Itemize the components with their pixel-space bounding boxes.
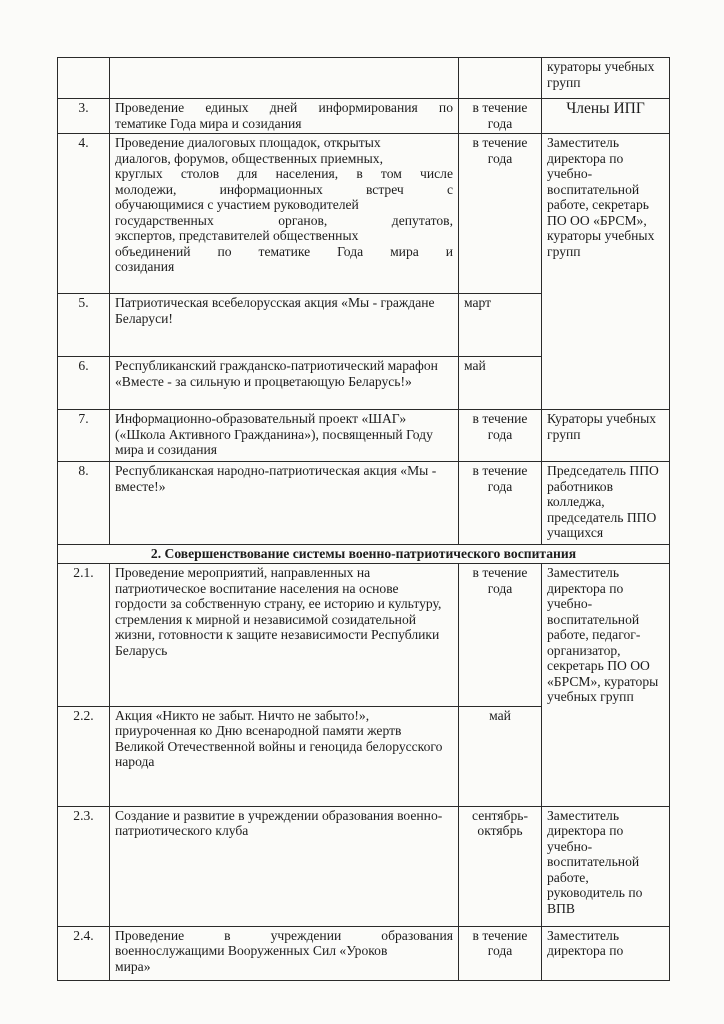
row-description bbox=[110, 58, 459, 99]
row-responsible: Кураторы учебных групп bbox=[542, 410, 670, 462]
table-row bbox=[58, 99, 670, 134]
row-responsible bbox=[542, 357, 670, 410]
table-row bbox=[58, 410, 670, 462]
row-number: 2.3. bbox=[58, 806, 110, 926]
row-term: май bbox=[459, 357, 542, 410]
row-number bbox=[58, 58, 110, 99]
row-responsible bbox=[542, 706, 670, 806]
description-line: молодежи, информационных встреч с bbox=[115, 181, 453, 197]
row-responsible: Заместитель директора по bbox=[542, 926, 670, 980]
row-description: Создание и развитие в учреждении образования военно-патриотического клуба bbox=[110, 806, 459, 926]
row-number: 3. bbox=[58, 99, 110, 134]
row-responsible: Заместитель директора по учебно-воспитательной работе, секретарь ПО ОО «БРСМ», кураторы учебных групп bbox=[542, 134, 670, 294]
description-line: диалогов, форумов, общественных приемных, bbox=[115, 150, 383, 166]
description-line: экспертов, представителей общественных bbox=[115, 228, 359, 243]
row-term: в течение года bbox=[459, 462, 542, 545]
description-line: Проведение единых дней информирования по bbox=[115, 100, 453, 115]
description-line: круглых столов для населения, в том числе bbox=[115, 166, 453, 181]
description-line: объединений по тематике Года мира и bbox=[115, 243, 453, 259]
table-row bbox=[58, 134, 670, 294]
row-number: 2.2. bbox=[58, 706, 110, 806]
table-row bbox=[58, 357, 670, 410]
section-header-row bbox=[58, 545, 670, 564]
row-responsible: Заместитель директора по учебно-воспитательной работе, руководитель по ВПВ bbox=[542, 806, 670, 926]
row-description: Республиканская народно-патриотическая акция «Мы - вместе!» bbox=[110, 462, 459, 545]
row-responsible bbox=[542, 294, 670, 357]
row-description: Акция «Никто не забыт. Ничто не забыто!», приуроченная ко Дню всенародной памяти жертв Великой Отечественной войны и геноцида белорусского народа bbox=[110, 706, 459, 806]
row-responsible: Члены ИПГ bbox=[542, 99, 670, 134]
row-description: Республиканский гражданско-патриотический марафон «Вместе - за сильную и процветающую Беларусь!» bbox=[110, 357, 459, 410]
row-number: 2.1. bbox=[58, 564, 110, 707]
row-number: 4. bbox=[58, 134, 110, 294]
row-number: 2.4. bbox=[58, 926, 110, 980]
row-term: в течение года bbox=[459, 410, 542, 462]
row-term: в течение года bbox=[459, 926, 542, 980]
table-row bbox=[58, 706, 670, 806]
row-description bbox=[110, 99, 459, 134]
table-row bbox=[58, 294, 670, 357]
description-line: созидания bbox=[115, 259, 175, 274]
row-term: март bbox=[459, 294, 542, 357]
section-title: 2. Совершенствование системы военно-патриотического воспитания bbox=[58, 545, 670, 564]
row-responsible: Председатель ППО работников колледжа, председатель ППО учащихся bbox=[542, 462, 670, 545]
row-responsible: Заместитель директора по учебно-воспитательной работе, педагог-организатор, секретарь ПО ОО «БРСМ», кураторы учебных групп bbox=[542, 564, 670, 707]
row-term: сентябрь-октябрь bbox=[459, 806, 542, 926]
row-term: май bbox=[459, 706, 542, 806]
table-row bbox=[58, 462, 670, 545]
row-description bbox=[110, 134, 459, 294]
description-line: Проведение диалоговых площадок, открытых bbox=[115, 135, 381, 150]
description-line: Проведение в учреждении образования bbox=[115, 927, 453, 943]
events-plan-table bbox=[57, 57, 670, 981]
table-row bbox=[58, 926, 670, 980]
table-row bbox=[58, 58, 670, 99]
row-term: в течение года bbox=[459, 99, 542, 134]
row-number: 6. bbox=[58, 357, 110, 410]
row-number: 8. bbox=[58, 462, 110, 545]
description-line: обучающимися с участием руководителей bbox=[115, 197, 359, 212]
row-description bbox=[110, 926, 459, 980]
row-description: Информационно-образовательный проект «ШАГ» («Школа Активного Гражданина»), посвященный Году мира и созидания bbox=[110, 410, 459, 462]
row-description: Проведение мероприятий, направленных на патриотическое воспитание населения на основе гордости за собственную страну, ее историю и культуру, стремления к мирной и независимой созидательной жизни, готовности к защите независимости Республики Беларусь bbox=[110, 564, 459, 707]
description-line: военнослужащими Вооруженных Сил «Уроков bbox=[115, 943, 388, 958]
row-term: в течение года bbox=[459, 564, 542, 707]
row-term bbox=[459, 58, 542, 99]
row-number: 7. bbox=[58, 410, 110, 462]
table-row bbox=[58, 564, 670, 707]
row-responsible: кураторы учебных групп bbox=[542, 58, 670, 99]
table-row bbox=[58, 806, 670, 926]
description-line: мира» bbox=[115, 958, 151, 974]
row-description: Патриотическая всебелорусская акция «Мы - граждане Беларуси! bbox=[110, 294, 459, 357]
description-line: государственных органов, депутатов, bbox=[115, 212, 453, 228]
description-line: тематике Года мира и созидания bbox=[115, 115, 302, 131]
row-number: 5. bbox=[58, 294, 110, 357]
row-term: в течение года bbox=[459, 134, 542, 294]
